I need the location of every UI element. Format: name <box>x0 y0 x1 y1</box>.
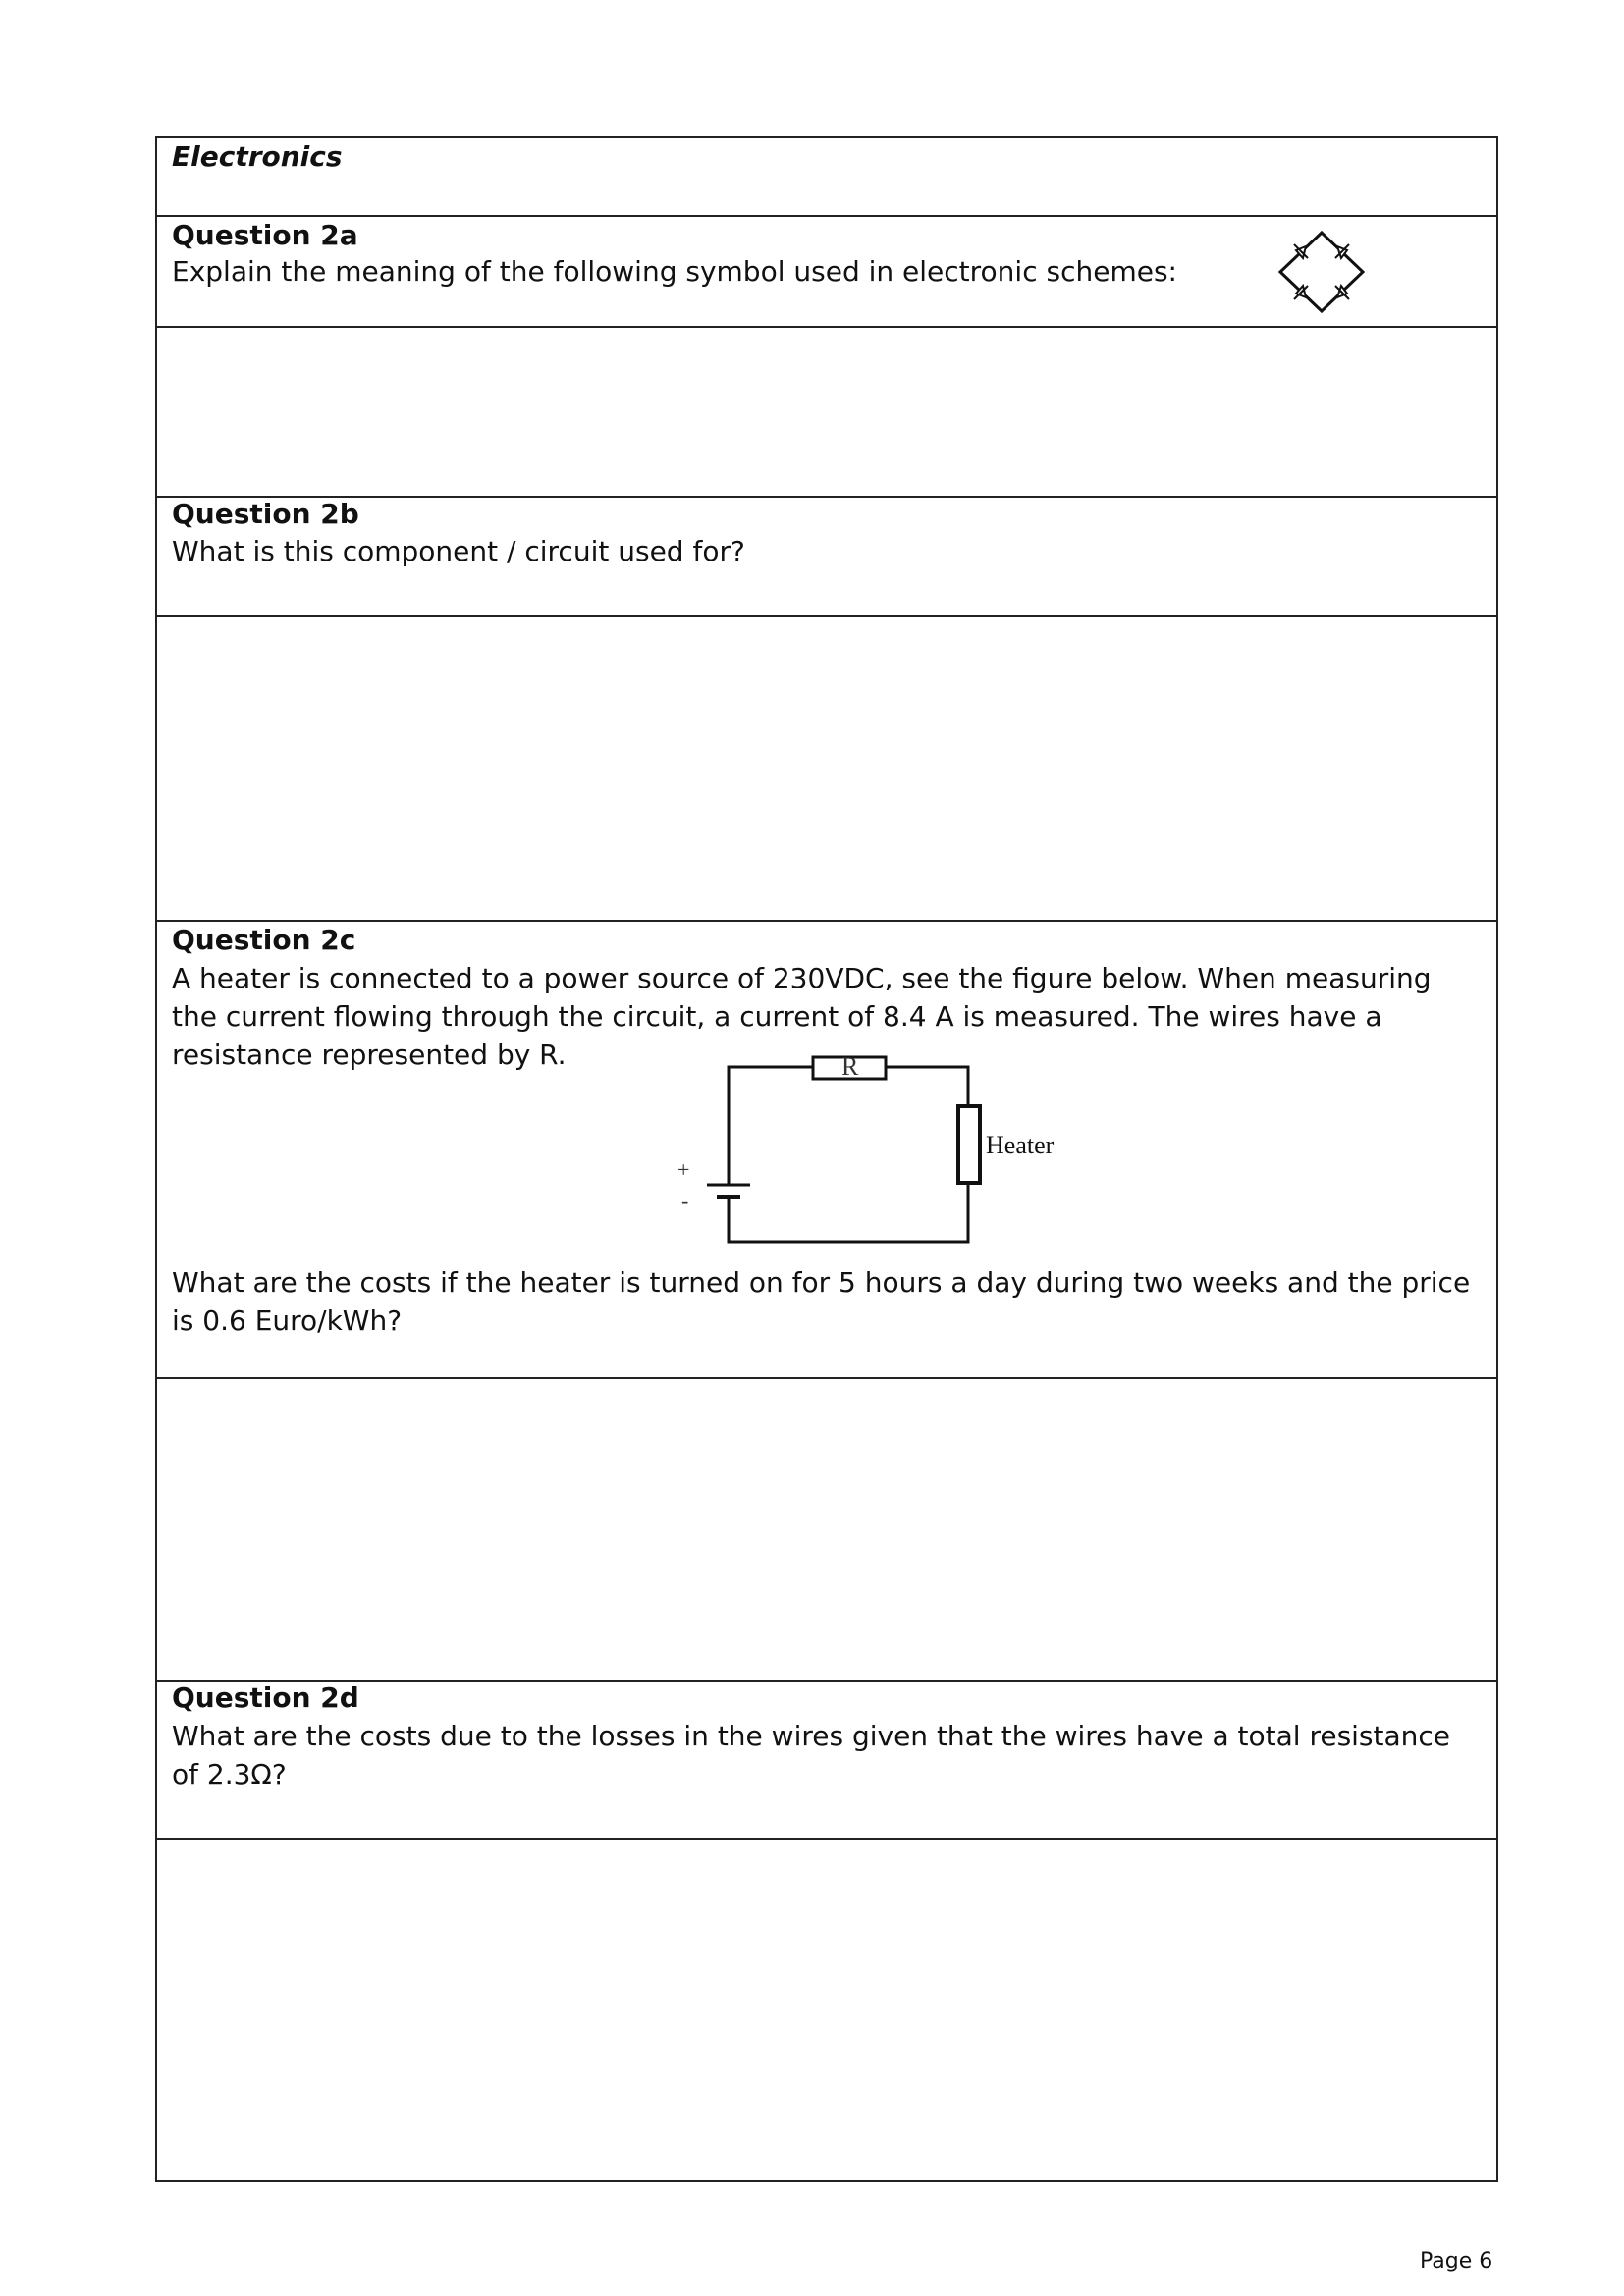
section-title: Electronics <box>172 140 343 173</box>
battery-plus-label: + <box>677 1157 690 1182</box>
answer-space-2c[interactable] <box>157 1379 1496 1682</box>
bridge-rectifier-symbol <box>1272 225 1371 319</box>
question-2c-question-line2: is 0.6 Euro/kWh? <box>172 1305 403 1337</box>
question-2a-text: Explain the meaning of the following symbol used in electronic schemes: <box>172 255 1177 288</box>
question-2d-text-line2: of 2.3Ω? <box>172 1758 287 1790</box>
answer-space-2b[interactable] <box>157 617 1496 922</box>
question-2d-text-line1: What are the costs due to the losses in the wires given that the wires have a total resistance <box>172 1720 1451 1752</box>
question-2c-title: Question 2c <box>172 924 356 956</box>
page-number: Page 6 <box>1420 2249 1493 2273</box>
question-2b-row <box>157 498 1496 617</box>
answer-space-2a[interactable] <box>157 328 1496 498</box>
question-2d-row <box>157 1682 1496 1840</box>
section-header-row <box>157 138 1496 217</box>
question-2d-title: Question 2d <box>172 1682 359 1714</box>
question-2b-title: Question 2b <box>172 498 359 530</box>
battery-minus-label: - <box>681 1189 689 1213</box>
resistor-label: R <box>841 1052 859 1081</box>
exam-sheet <box>155 136 1498 2182</box>
question-2b-text: What is this component / circuit used for? <box>172 535 745 567</box>
question-2a-row <box>157 217 1496 328</box>
question-2c-text-line3: resistance represented by R. <box>172 1039 567 1071</box>
question-2c-text-line2: the current flowing through the circuit, a current of 8.4 A is measured. The wires have a <box>172 1000 1382 1033</box>
question-2c-question-line1: What are the costs if the heater is turned on for 5 hours a day during two weeks and the price <box>172 1266 1471 1299</box>
question-2c-row <box>157 922 1496 1379</box>
heater-label: Heater <box>986 1131 1055 1159</box>
answer-space-2d[interactable] <box>157 1840 1496 2180</box>
question-2c-text-line1: A heater is connected to a power source of 230VDC, see the figure below. When measuring <box>172 962 1432 994</box>
circuit-diagram <box>668 1047 1060 1263</box>
question-2a-title: Question 2a <box>172 219 358 251</box>
